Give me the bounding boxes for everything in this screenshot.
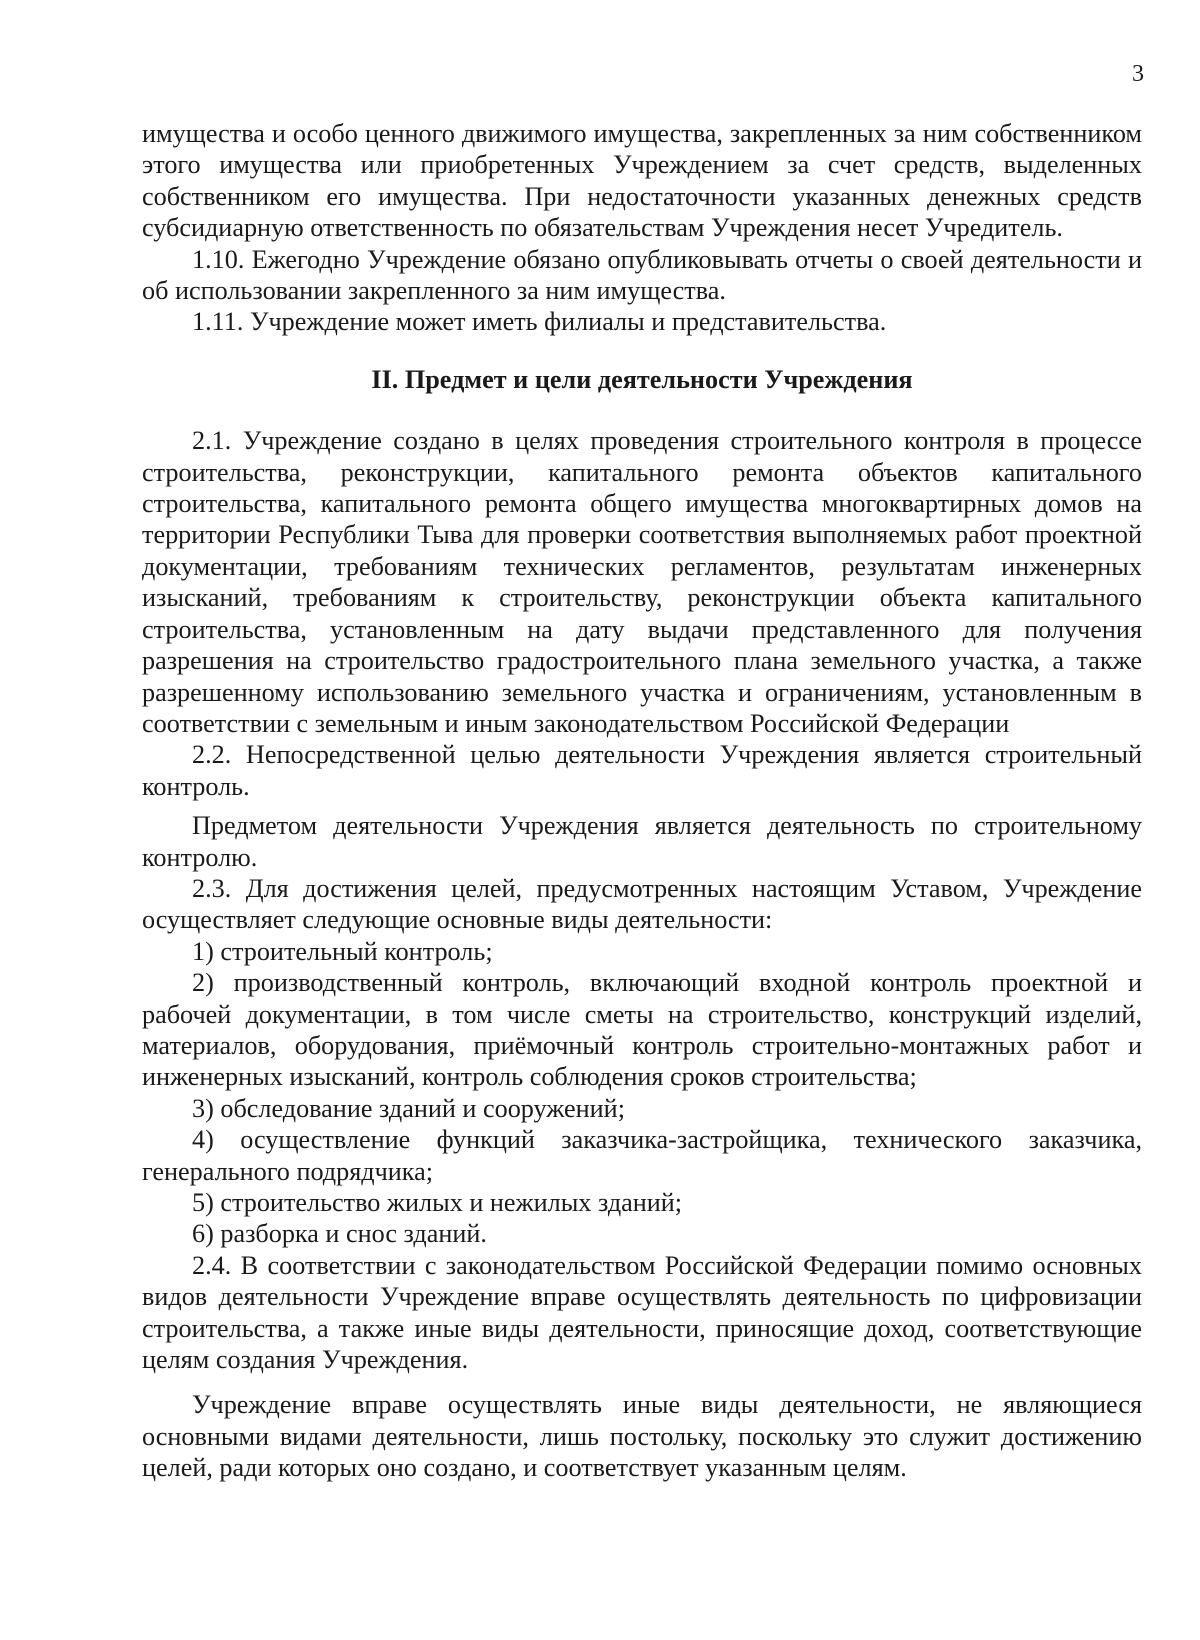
- paragraph-property-continuation: имущества и особо ценного движимого имущества, закрепленных за ним собственником этого имущества или приобретенных Учреждением за счет средств, выделенных собственником его имущества. При недостаточности указанных денежных средств субсидиарную ответственность по обязательствам Учреждения несет Учредитель.: [142, 119, 1142, 243]
- list-item-1: 1) строительный контроль;: [192, 936, 493, 966]
- paragraph-2-1: 2.1. Учреждение создано в целях проведения строительного контроля в процессе строительства, реконструкции, капитального ремонта объектов капитального строительства, капитального ремонта общего имущества многоквартирных домов на территории Республики Тыва для проверки соответствия выполняемых работ проектной документации, требованиям технических регламентов, результатам инженерных изысканий, требованиям к строительству, реконструкции объекта капитального строительства, установленным на дату выдачи представленного для получения разрешения на строительство градостроительного плана земельного участка, а также разрешенному использованию земельного участка и ограничениям, установленным в соответствии с земельным и иным законодательством Российской Федерации: [142, 426, 1142, 738]
- paragraph-2-2: 2.2. Непосредственной целью деятельности Учреждения является строительный контроль.: [142, 740, 1142, 801]
- list-item-2: 2) производственный контроль, включающий входной контроль проектной и рабочей документации, в том числе сметы на строительство, конструкций изделий, материалов, оборудования, приёмочный контроль строительно-монтажных работ и инженерных изысканий, контроль соблюдения сроков строительства;: [142, 968, 1142, 1092]
- page-number: 3: [1132, 61, 1144, 87]
- paragraph-other-activities: Учреждение вправе осуществлять иные виды деятельности, не являющиеся основными видами деятельности, лишь постольку, поскольку это служит достижению целей, ради которых оно создано, и соответствует указанным целям.: [142, 1390, 1142, 1483]
- paragraph-2-3: 2.3. Для достижения целей, предусмотренных настоящим Уставом, Учреждение осуществляет следующие основные виды деятельности:: [142, 873, 1142, 935]
- paragraph-2-4: 2.4. В соответствии с законодательством Российской Федерации помимо основных видов деятельности Учреждение вправе осуществлять деятельность по цифровизации строительства, а также иные виды деятельности, приносящие доход, соответствующие целям создания Учреждения.: [142, 1250, 1142, 1375]
- list-item-3: 3) обследование зданий и сооружений;: [192, 1093, 625, 1123]
- paragraph-1-10: 1.10. Ежегодно Учреждение обязано опубликовывать отчеты о своей деятельности и об использовании закрепленного за ним имущества.: [142, 244, 1142, 306]
- document-body: [142, 118, 1142, 1484]
- paragraph-subject: Предметом деятельности Учреждения является деятельность по строительному контролю.: [142, 811, 1142, 872]
- list-item-4: 4) осуществление функций заказчика-застройщика, технического заказчика, генерального подрядчика;: [142, 1125, 1142, 1186]
- paragraph-1-11: 1.11. Учреждение может иметь филиалы и представительства.: [192, 307, 887, 337]
- list-item-6: 6) разборка и снос зданий.: [192, 1219, 487, 1249]
- section-heading: II. Предмет и цели деятельности Учреждения: [371, 364, 913, 394]
- list-item-5: 5) строительство жилых и нежилых зданий;: [192, 1188, 683, 1217]
